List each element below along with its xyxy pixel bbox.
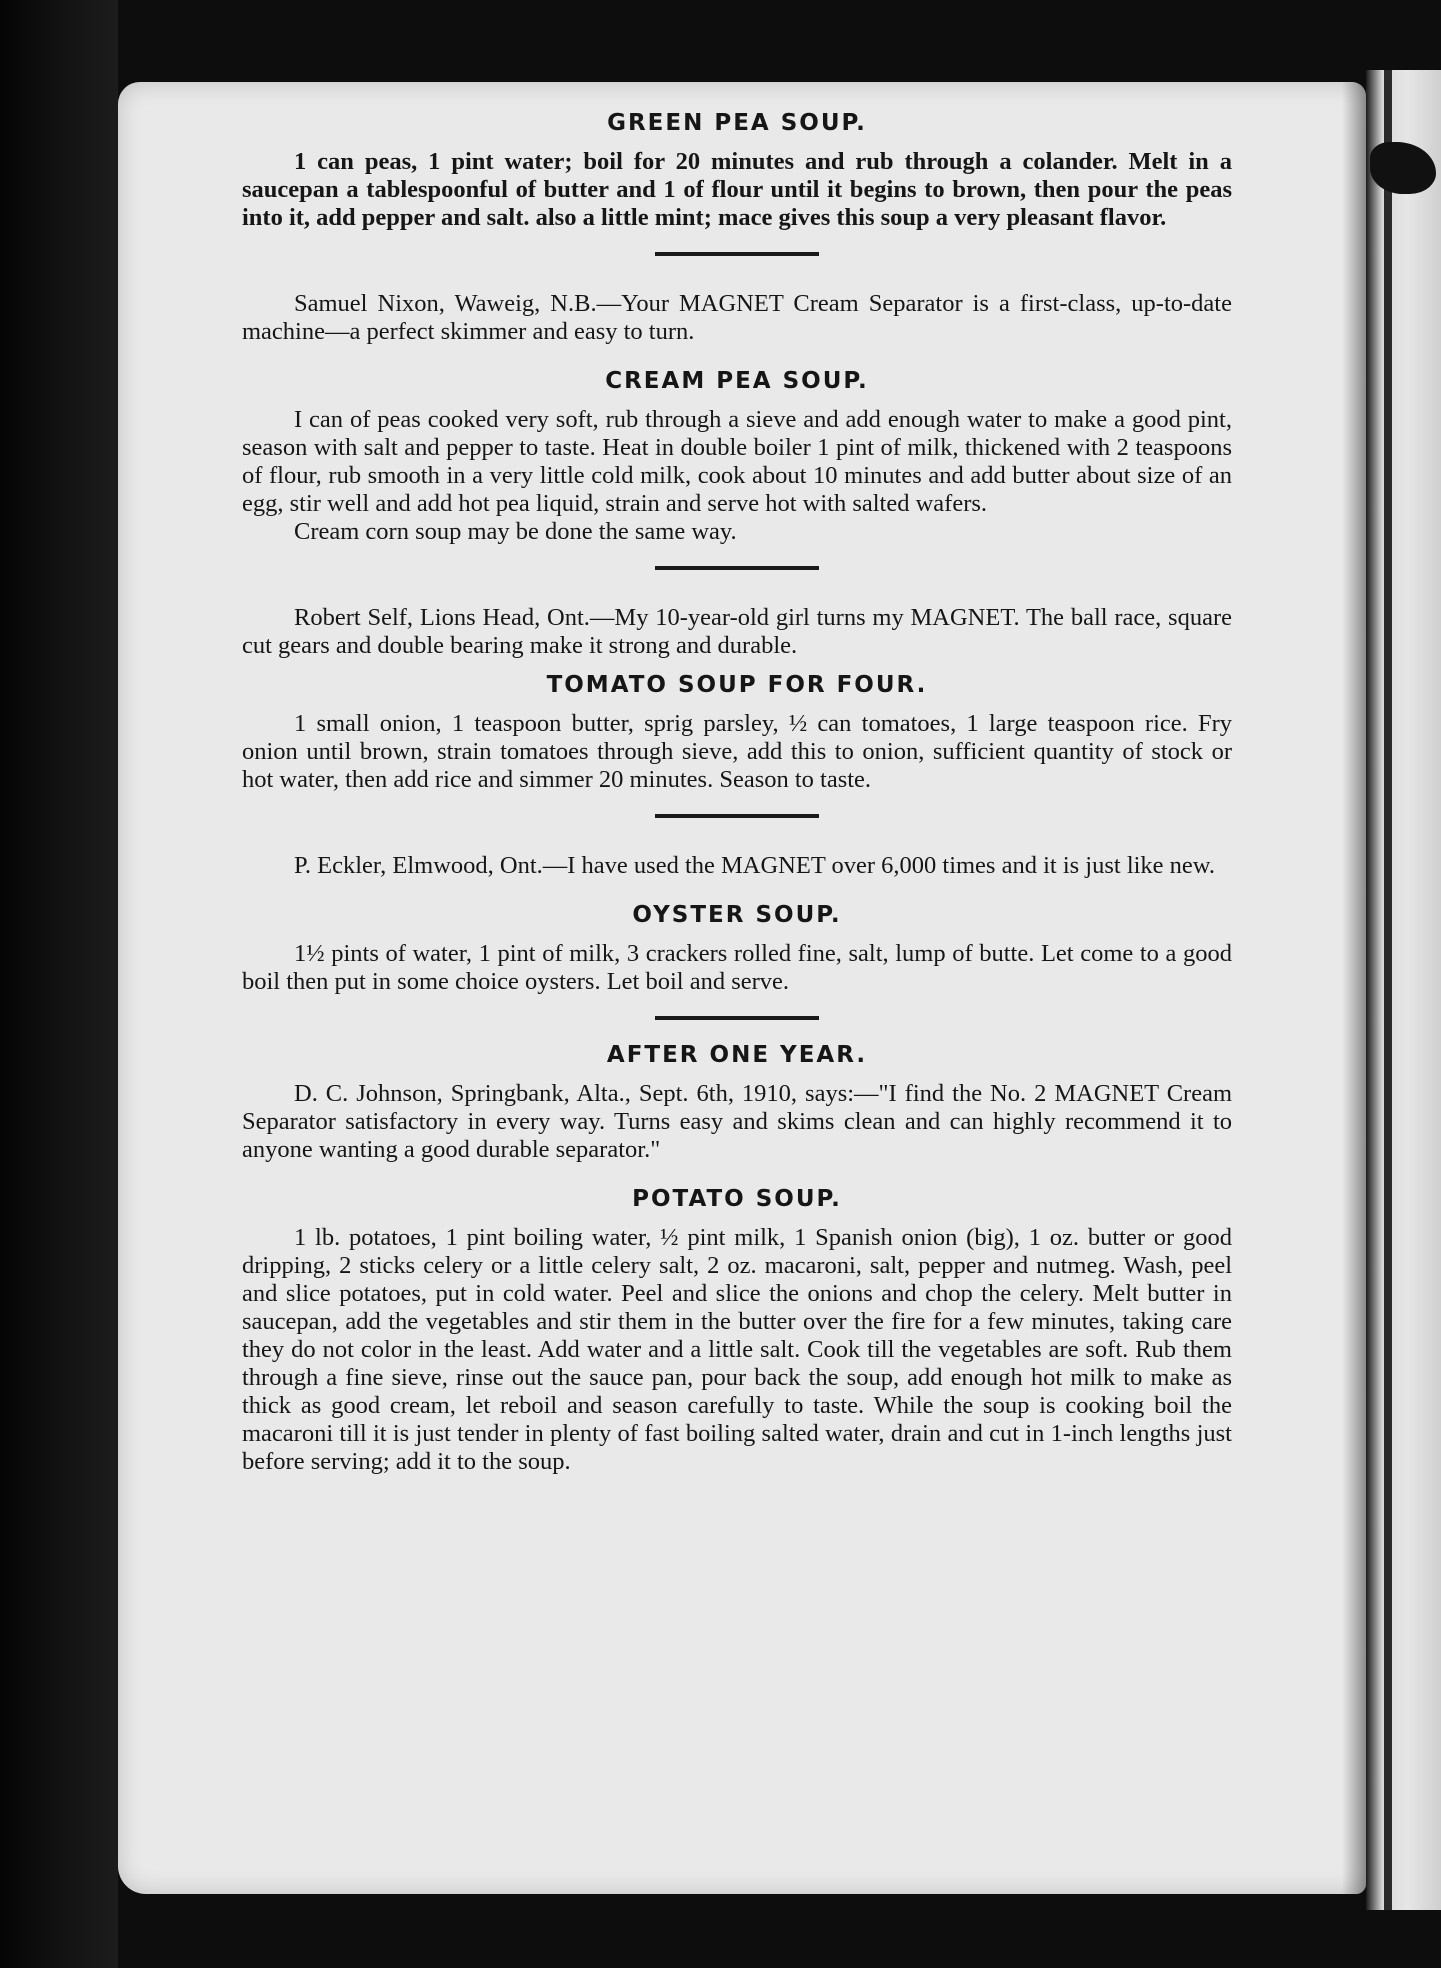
binding-line [1384, 70, 1392, 1910]
testimonial-d-c-johnson: D. C. Johnson, Springbank, Alta., Sept. 6th, 1910, says:—"I find the No. 2 MAGNET Cream Separator satisfactory in every way. Turns easy and skims clean and can highly recommend it to anyone wanting a good durable separator." [242, 1080, 1232, 1163]
recipe-green-pea-soup: 1 can peas, 1 pint water; boil for 20 minutes and rub through a colander. Melt in a saucepan a tablespoonful of butter and 1 of flour until it begins to brown, then pour the peas into it, add pepper and salt. also a little mint; mace gives this soup a very pleasant flavor. [242, 148, 1232, 231]
page-spine-shadow [1342, 82, 1366, 1894]
recipe-cream-corn-note: Cream corn soup may be done the same way. [294, 518, 737, 545]
testimonial-p-eckler: P. Eckler, Elmwood, Ont.—I have used the MAGNET over 6,000 times and it is just like new. [294, 852, 1216, 879]
section-heading-tomato-soup: TOMATO SOUP FOR FOUR. [546, 672, 928, 698]
page-content [242, 108, 1232, 1476]
recipe-cream-pea-soup: I can of peas cooked very soft, rub through a sieve and add enough water to make a good pint, season with salt and pepper to taste. Heat in double boiler 1 pint of milk, thickened with 2 teaspoons of flour, rub smooth in a very little cold milk, cook about 10 minutes and add butter about size of an egg, stir well and add hot pea liquid, strain and serve hot with salted wafers. [242, 406, 1232, 517]
section-heading-after-one-year: AFTER ONE YEAR. [606, 1042, 868, 1068]
section-heading-cream-pea-soup: CREAM PEA SOUP. [605, 368, 869, 394]
testimonial-samuel-nixon: Samuel Nixon, Waweig, N.B.—Your MAGNET Cream Separator is a first-class, up-to-date machine—a perfect skimmer and easy to turn. [242, 290, 1232, 345]
section-heading-oyster-soup: OYSTER SOUP. [632, 902, 842, 928]
section-heading-potato-soup: POTATO SOUP. [632, 1186, 842, 1212]
binding-strip [1366, 70, 1441, 1910]
recipe-potato-soup: 1 lb. potatoes, 1 pint boiling water, ½ pint milk, 1 Spanish onion (big), 1 oz. butter or good dripping, 2 sticks celery or a little celery salt, 2 oz. macaroni, salt, pepper and nutmeg. Wash, peel and slice potatoes, put in cold water. Peel and slice the onions and chop the celery. Melt butter in saucepan, add the vegetables and stir them in the butter over the fire for a few minutes, taking care they do not color in the least. Add water and a little salt. Cook till the vegetables are soft. Rub them through a fine sieve, rinse out the sauce pan, pour back the soup, add enough hot milk to make as thick as good cream, let reboil and season carefully to taste. While the soup is cooking boil the macaroni till it is just tender in plenty of fast boiling salted water, drain and cut in 1-inch lengths just before serving; add it to the soup. [242, 1224, 1232, 1475]
scan-dark-border [0, 0, 118, 1968]
section-heading-green-pea-soup: GREEN PEA SOUP. [607, 110, 867, 136]
binding-tie [1370, 142, 1436, 194]
testimonial-robert-self: Robert Self, Lions Head, Ont.—My 10-year-old girl turns my MAGNET. The ball race, square cut gears and double bearing make it strong and durable. [242, 604, 1232, 659]
recipe-oyster-soup: 1½ pints of water, 1 pint of milk, 3 crackers rolled fine, salt, lump of butte. Let come to a good boil then put in some choice oysters. Let boil and serve. [242, 940, 1232, 995]
recipe-tomato-soup: 1 small onion, 1 teaspoon butter, sprig parsley, ½ can tomatoes, 1 large teaspoon rice. Fry onion until brown, strain tomatoes through sieve, add this to onion, sufficient quantity of stock or hot water, then add rice and simmer 20 minutes. Season to taste. [242, 710, 1232, 793]
